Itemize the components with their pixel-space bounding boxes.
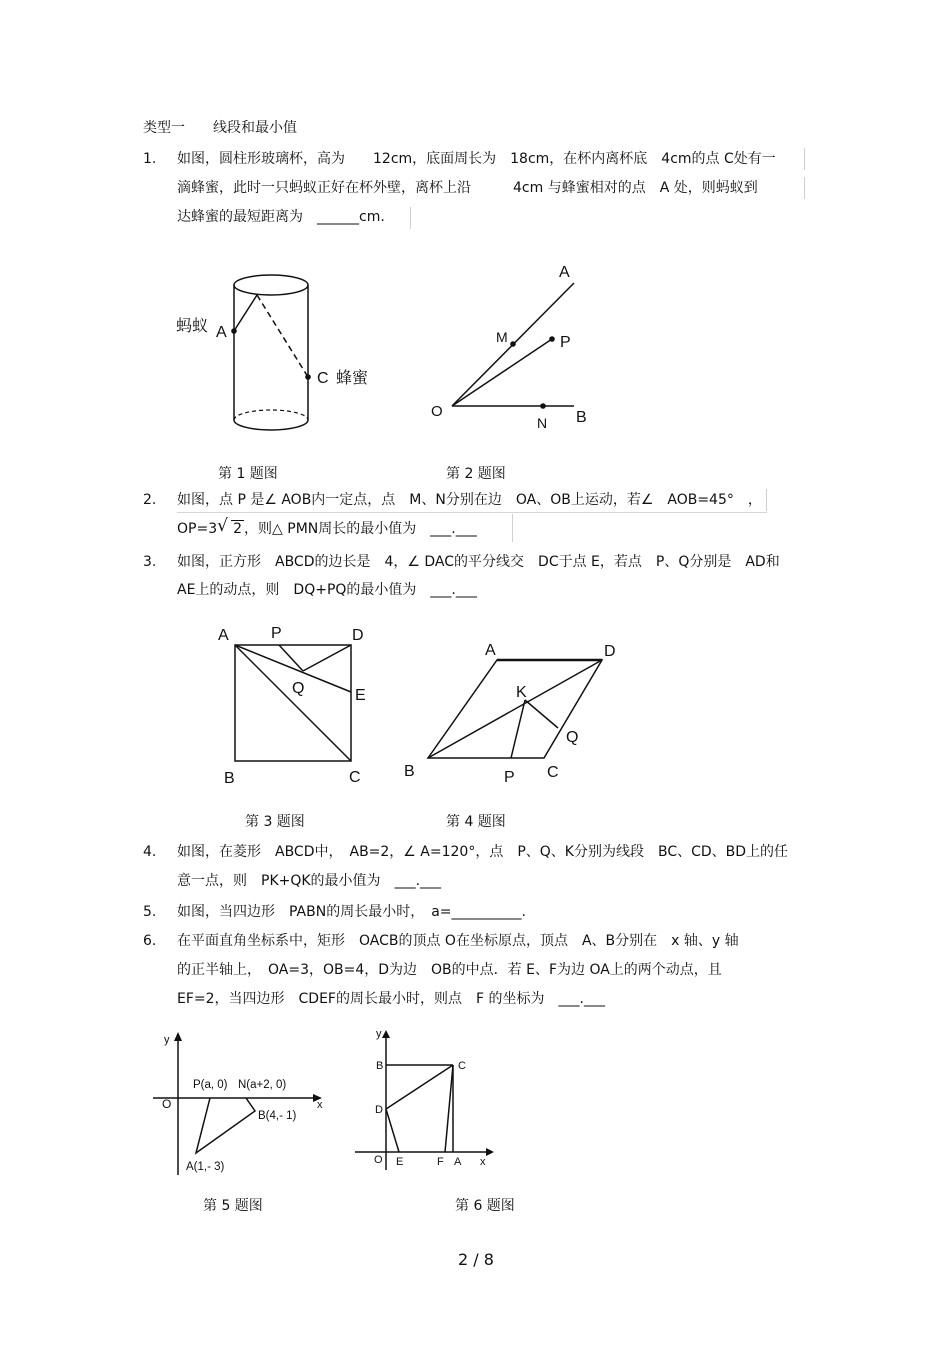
- question-3-line-1: 如图，正方形 ABCD的边长是 4，∠ DAC的平分线交 DC于点 E，若点 P、Q分别是 AD和: [177, 554, 780, 570]
- label-honey: 蜂蜜: [336, 370, 369, 387]
- question-1-line-1: 如图，圆柱形玻璃杯，高为 12cm，底面周长为 18cm，在杯内离杯底 4cm的点 C处有一: [177, 151, 776, 167]
- diagonal-AC: [235, 645, 351, 761]
- quadrilateral-PABN: [196, 1098, 255, 1153]
- question-6-line-2: 的正半轴上， OA=3，OB=4，D为边 OB的中点．若 E、F为边 OA上的两个动点，且: [177, 962, 722, 978]
- label-C: C: [458, 1060, 466, 1072]
- margin-bar: [512, 514, 513, 542]
- question-1-line-2: 滴蜂蜜，此时一只蚂蚁正好在杯外壁，离杯上沿 4cm 与蜂蜜相对的点 A 处，则蚂蚁到: [177, 180, 758, 196]
- answer-blank-6: ___.___: [558, 991, 605, 1007]
- label-B: B: [224, 770, 235, 787]
- segment-DE: [386, 1109, 399, 1152]
- x-axis-arrow-icon: [486, 1148, 494, 1156]
- answer-blank-5: __________: [451, 904, 522, 920]
- answer-blank-3: ___.___: [430, 582, 477, 598]
- point-M: [510, 341, 516, 347]
- question-1-line-3: [177, 208, 385, 226]
- label-A: A: [218, 627, 229, 644]
- answer-blank-4: ___.___: [394, 873, 442, 889]
- figure-2-angle: [425, 260, 625, 435]
- label-B: B: [404, 763, 415, 780]
- figure-6-coordinate-plane: [350, 1025, 500, 1175]
- question-4-text: 意一点，则 PK+QK的最小值为: [177, 873, 395, 889]
- figure-4-caption: 第 4 题图: [446, 814, 506, 830]
- label-E: E: [396, 1156, 404, 1168]
- margin-bar: [766, 489, 767, 511]
- period: .: [521, 904, 526, 920]
- label-Q: Q: [292, 680, 305, 697]
- figure-5-coordinate-plane: [150, 1025, 335, 1180]
- label-F: F: [437, 1156, 444, 1168]
- label-ant: 蚂蚁: [176, 318, 209, 335]
- label-P: P: [560, 334, 571, 351]
- label-D: D: [375, 1104, 383, 1116]
- margin-bar: [804, 177, 805, 199]
- figure-5-caption: 第 5 题图: [203, 1198, 263, 1214]
- question-1-text: 达蜂蜜的最短距离为: [177, 209, 317, 225]
- label-P: P: [504, 769, 515, 786]
- label-A: A: [454, 1156, 462, 1168]
- label-y: y: [164, 1034, 170, 1046]
- path-solid: [234, 295, 257, 331]
- op-text: OP=3: [177, 521, 218, 537]
- question-4-line-2: [177, 872, 441, 890]
- cylinder-bottom-back: [234, 410, 308, 420]
- label-Q: Q: [566, 729, 579, 746]
- question-3-line-2: [177, 581, 477, 599]
- figure-1-cylinder: [170, 265, 390, 445]
- label-O: O: [374, 1154, 383, 1166]
- question-6-line-3: [177, 990, 605, 1008]
- label-x: x: [317, 1099, 323, 1111]
- question-6-line-1: 在平面直角坐标系中，矩形 OACB的顶点 O在坐标原点，顶点 A、B分别在 x 轴、y 轴: [177, 933, 739, 949]
- page-number: 2 / 8: [458, 1250, 494, 1269]
- cylinder-bottom-front: [234, 420, 308, 430]
- figure-4-rhombus: [395, 630, 635, 795]
- sqrt-expression: [217, 516, 244, 538]
- segment-FC: [445, 1065, 453, 1152]
- question-5-text: 如图，当四边形 PABN的周长最小时， a=: [177, 904, 452, 920]
- figure-1-caption: 第 1 题图: [218, 466, 278, 482]
- label-P: P(a, 0): [193, 1079, 228, 1091]
- question-3-text: AE上的动点，则 DQ+PQ的最小值为: [177, 582, 431, 598]
- cylinder-top: [234, 275, 308, 295]
- label-B: B: [576, 409, 587, 426]
- label-A: A: [216, 324, 227, 341]
- question-4-number: 4.: [143, 844, 157, 860]
- label-x: x: [480, 1156, 486, 1168]
- ray-OP: [452, 339, 552, 406]
- segment-QD: [303, 645, 351, 671]
- radicand: 2: [233, 521, 243, 537]
- unit-text: cm.: [359, 209, 385, 225]
- label-E: E: [355, 687, 366, 704]
- figure-6-caption: 第 6 题图: [455, 1198, 515, 1214]
- segment-DC: [386, 1065, 453, 1109]
- label-B: B: [376, 1060, 384, 1072]
- label-C: C: [349, 769, 361, 786]
- segment-KQ: [525, 700, 558, 728]
- question-4-line-1: 如图，在菱形 ABCD中， AB=2，∠ A=120°，点 P、Q、K分别为线段 BC、CD、BD上的任: [177, 844, 789, 860]
- label-P: P: [271, 625, 282, 642]
- label-N: N: [537, 415, 548, 431]
- label-O: O: [162, 1097, 172, 1111]
- question-5-line-1: [177, 903, 526, 921]
- figure-3-square: [210, 620, 380, 790]
- margin-bar: [804, 148, 805, 170]
- figure-3-caption: 第 3 题图: [245, 814, 305, 830]
- path-dashed: [257, 295, 308, 377]
- figure-2-caption: 第 2 题图: [446, 466, 506, 482]
- answer-blank-1: ______: [317, 209, 359, 225]
- label-A: A(1,- 3): [186, 1161, 225, 1173]
- margin-bar: [410, 207, 411, 229]
- label-N: N(a+2, 0): [238, 1079, 287, 1091]
- question-3-number: 3.: [143, 554, 157, 570]
- label-C: C: [317, 370, 329, 387]
- section-title: 类型一 线段和最小值: [143, 120, 297, 136]
- answer-blank-2: ___.___: [430, 521, 477, 537]
- point-P: [549, 336, 555, 342]
- label-D: D: [352, 627, 364, 644]
- radical-icon: √: [217, 516, 228, 536]
- point-N: [540, 403, 546, 409]
- label-O: O: [431, 403, 443, 420]
- question-2-line-1: 如图，点 P 是∠ AOB内一定点，点 M、N分别在边 OA、OB上运动，若∠ AOB=45° ，: [177, 492, 762, 508]
- question-2-line-2: [177, 516, 477, 538]
- point-A: [231, 328, 237, 334]
- rule-line: [177, 512, 767, 513]
- question-1-number: 1.: [143, 151, 157, 167]
- question-5-number: 5.: [143, 904, 157, 920]
- label-C: C: [547, 764, 559, 781]
- question-2-text: ，则△ PMN周长的最小值为: [244, 521, 431, 537]
- question-6-text: EF=2，当四边形 CDEF的周长最小时，则点 F 的坐标为: [177, 991, 559, 1007]
- point-C: [305, 374, 311, 380]
- label-D: D: [604, 643, 616, 660]
- y-axis-arrow-icon: [382, 1030, 390, 1038]
- label-B: B(4,- 1): [258, 1110, 297, 1122]
- label-K: K: [516, 684, 527, 701]
- label-M: M: [496, 329, 508, 345]
- segment-KP: [511, 700, 525, 758]
- y-axis-arrow-icon: [174, 1032, 182, 1041]
- label-A: A: [485, 642, 496, 659]
- label-y: y: [376, 1028, 382, 1040]
- label-A: A: [559, 264, 570, 281]
- question-6-number: 6.: [143, 933, 157, 949]
- question-2-number: 2.: [143, 492, 157, 508]
